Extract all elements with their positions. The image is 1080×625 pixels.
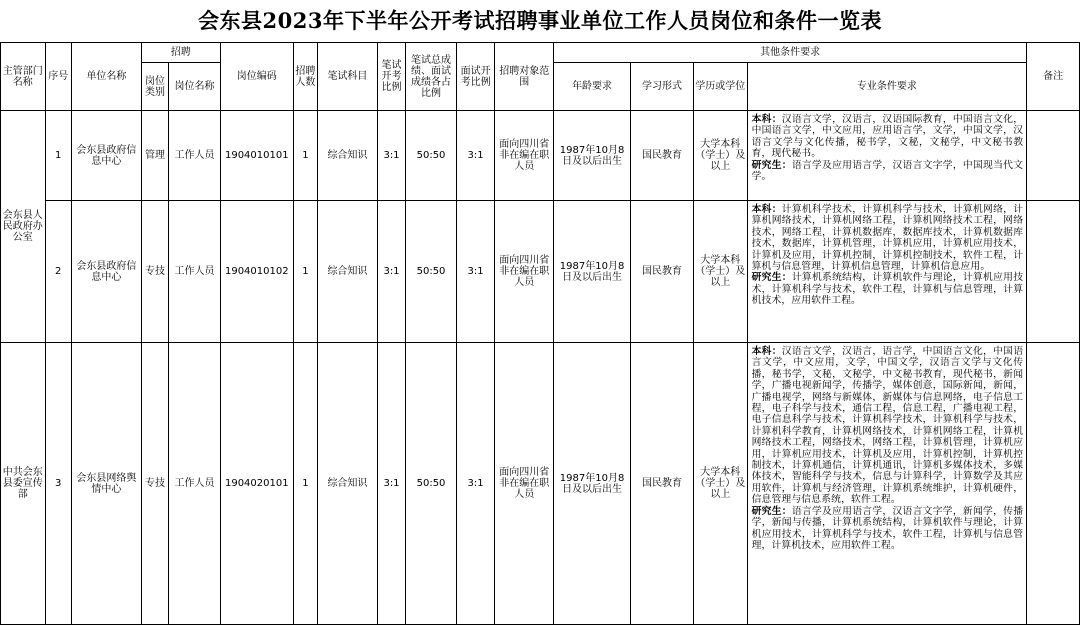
degree-cell: 大学本科（学士）及以上 (693, 111, 747, 201)
ratio-cell: 3:1 (377, 201, 405, 343)
score-cell: 50:50 (406, 111, 457, 201)
major-bk-text: 计算机科学技术，计算机科学与技术，计算机网络，计算机网络技术，计算机网络工程，计算机网络技术工程，网络技术，网络工程，计算机数据库，数据库技术，计算机数据库技术，数据库，计算机管理，计算机应用，计算机应用技术，计算机及应用，计算机控制，计算机控制技术，软件工程，计算机与信息管理，计算机信息管理，计算机信息应用。 (751, 204, 1024, 273)
header-post-name: 岗位名称 (169, 63, 221, 111)
remark-cell (1027, 111, 1080, 201)
count-cell: 1 (293, 111, 317, 201)
header-post-type: 岗位类别 (141, 63, 168, 111)
age-cell: 1987年10月8日及以后出生 (554, 111, 631, 201)
table-row (1, 111, 1080, 201)
header-target: 招聘对象范围 (495, 43, 554, 111)
post-code-cell: 1904010102 (220, 201, 293, 343)
age-cell: 1987年10月8日及以后出生 (554, 201, 631, 343)
remark-cell (1027, 201, 1080, 343)
degree-cell: 大学本科（学士）及以上 (693, 343, 747, 625)
header-age: 年龄要求 (554, 63, 631, 111)
header-post-code: 岗位编码 (220, 43, 293, 111)
major-bk-label: 本科： (751, 114, 782, 125)
subject-cell: 综合知识 (318, 201, 378, 343)
target-cell: 面向四川省非在编在职人员 (495, 201, 554, 343)
unit-cell: 会东县政府信息中心 (71, 111, 141, 201)
major-cell (747, 111, 1027, 201)
post-type-cell: 专技 (141, 201, 168, 343)
header-dept: 主管部门名称 (1, 43, 46, 111)
seq-cell: 2 (45, 201, 71, 343)
ratio-cell: 3:1 (377, 111, 405, 201)
post-name-cell: 工作人员 (169, 343, 221, 625)
major-yjs-label: 研究生： (751, 272, 792, 284)
ratio-cell: 3:1 (377, 343, 405, 625)
table-row (1, 201, 1080, 343)
header-recruit-group: 招聘 (141, 43, 220, 63)
major-cell (747, 201, 1027, 343)
header-ratio: 笔试开考比例 (377, 43, 405, 111)
interview-ratio-cell: 3:1 (456, 111, 494, 201)
seq-cell: 3 (45, 343, 71, 625)
post-name-cell: 工作人员 (169, 201, 221, 343)
header-score: 笔试总成绩、面试成绩各占比例 (406, 43, 457, 111)
interview-ratio-cell: 3:1 (456, 201, 494, 343)
interview-ratio-cell: 3:1 (456, 343, 494, 625)
positions-table (0, 42, 1080, 625)
target-cell: 面向四川省非在编在职人员 (495, 111, 554, 201)
count-cell: 1 (293, 201, 317, 343)
post-type-cell: 管理 (141, 111, 168, 201)
subject-cell: 综合知识 (318, 111, 378, 201)
major-cell (747, 343, 1027, 625)
header-major: 专业条件要求 (747, 63, 1027, 111)
header-seq: 序号 (45, 43, 71, 111)
header-other-group: 其他条件要求 (554, 43, 1027, 63)
major-yjs-text: 语言学及应用语言学，汉语言文字学，新闻学，传播学，新闻与传播，计算机系统结构，计算机软件与理论，计算机应用技术，计算机科学与技术，软件工程，计算机与信息管理，计算机技术，应用软件工程。 (751, 505, 1024, 551)
header-remark: 备注 (1027, 43, 1080, 111)
score-cell: 50:50 (406, 201, 457, 343)
header-subject: 笔试科目 (318, 43, 378, 111)
target-cell: 面向四川省非在编在职人员 (495, 343, 554, 625)
unit-cell: 会东县政府信息中心 (71, 201, 141, 343)
post-code-cell: 1904020101 (220, 343, 293, 625)
major-bk-label: 本科： (751, 204, 782, 215)
unit-cell: 会东县网络舆情中心 (71, 343, 141, 625)
dept-cell: 中共会东县委宣传部 (1, 343, 46, 625)
header-degree: 学历或学位 (693, 63, 747, 111)
major-yjs-text: 计算机系统结构，计算机软件与理论，计算机应用技术，计算机科学与技术，软件工程，计算机与信息管理，计算机技术，应用软件工程。 (751, 272, 1024, 307)
degree-cell: 大学本科（学士）及以上 (693, 201, 747, 343)
study-cell: 国民教育 (631, 111, 694, 201)
post-type-cell: 专技 (141, 343, 168, 625)
age-cell: 1987年10月8日及以后出生 (554, 343, 631, 625)
major-bk-text: 汉语言文学，汉语言，语言学，中国语言文化，中国语言文学，中文应用，文学，中国文学，汉语言文学与文化传播，秘书学，文秘，文秘学，中文秘书教育，现代秘书，新闻学，广播电视新闻学，传播学，媒体创意，国际新闻，新闻，广播电视学，网络与新媒体，新媒体与信息网络，电子信息工程，电子科学与技术，通信工程，信息工程，广播电视工程，电子信息科学与技术，计算机科学技术，计算机科学与技术，计算机科学教育，计算机网络技术，计算机网络工程，计算机网络技术工程，网络技术，网络工程，计算机管理，计算机应用，计算机应用技术，计算机及应用，计算机控制，计算机控制技术，计算机通信，计算机通讯，计算机多媒体技术，多媒体技术，智能科学与技术，信息与计算科学，计算数学及其应用软件，计算机与经济管理，计算机系统维护，计算机硬件，信息管理与信息系统，软件工程。 (751, 346, 1024, 506)
post-name-cell: 工作人员 (169, 111, 221, 201)
header-count: 招聘人数 (293, 43, 317, 111)
header-interview-ratio: 面试开考比例 (456, 43, 494, 111)
remark-cell (1027, 343, 1080, 625)
seq-cell: 1 (45, 111, 71, 201)
score-cell: 50:50 (406, 343, 457, 625)
study-cell: 国民教育 (631, 201, 694, 343)
dept-cell: 会东县人民政府办公室 (1, 111, 46, 343)
table-row (1, 343, 1080, 625)
header-study: 学习形式 (631, 63, 694, 111)
subject-cell: 综合知识 (318, 343, 378, 625)
major-bk-label: 本科： (751, 346, 782, 357)
count-cell: 1 (293, 343, 317, 625)
major-yjs-label: 研究生： (751, 159, 792, 171)
major-bk-text: 汉语言文学，汉语言，汉语国际教育，中国语言文化，中国语言文学，中文应用，应用语言学，文学，中国文学，汉语言文学与文化传播，秘书学，文秘，文秘学，中文秘书教育，现代秘书。 (751, 114, 1024, 160)
study-cell: 国民教育 (631, 343, 694, 625)
header-row-1 (1, 43, 1080, 63)
major-yjs-label: 研究生： (751, 505, 792, 517)
page-title: 会东县2023年下半年公开考试招聘事业单位工作人员岗位和条件一览表 (198, 8, 882, 33)
major-yjs-text: 语言学及应用语言学，汉语言文字学，中国现当代文学。 (751, 159, 1024, 183)
header-unit: 单位名称 (71, 43, 141, 111)
post-code-cell: 1904010101 (220, 111, 293, 201)
